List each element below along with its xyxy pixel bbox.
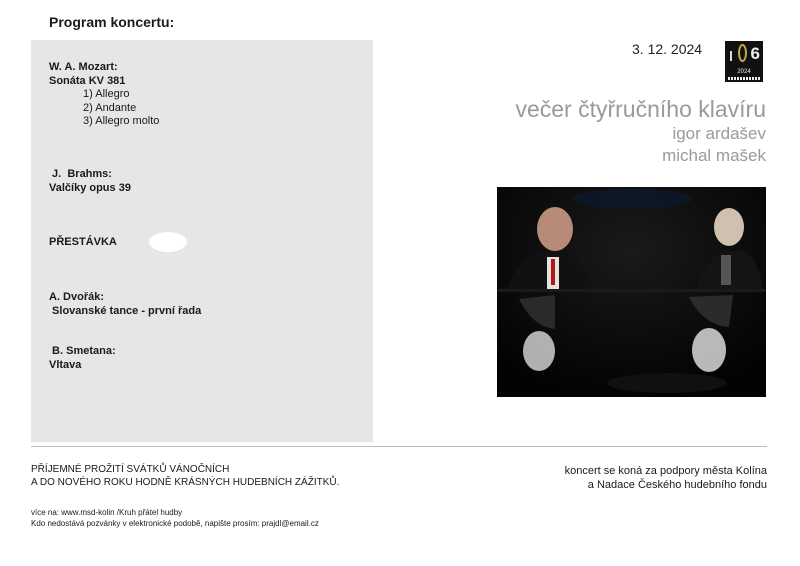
intermission-label: PŘESTÁVKA <box>49 236 117 248</box>
sponsor-line: a Nadace Českého hudebního fondu <box>587 479 767 491</box>
sponsor-line: koncert se koná za podpory města Kolína <box>564 465 767 477</box>
logo-ring <box>738 44 747 62</box>
program-composer: A. Dvořák: <box>49 291 105 303</box>
concert-title: večer čtyřručního klavíru <box>515 96 766 122</box>
performer-name: michal mašek <box>662 146 766 165</box>
program-work: Valčíky opus 39 <box>49 181 131 194</box>
logo-keyboard <box>728 77 760 80</box>
holiday-wishes <box>31 463 339 489</box>
concert-date: 3. 12. 2024 <box>632 41 703 57</box>
wishes-line: A DO NOVÉHO ROKU HODNĚ KRÁSNÝCH HUDEBNÍCH ZÁŽITKŮ. <box>31 477 340 488</box>
program-item-intermission <box>49 236 117 250</box>
program-composer: B. Smetana: <box>49 345 116 357</box>
sponsor-note <box>565 464 767 492</box>
festival-logo <box>725 41 763 82</box>
info-line: Kdo nedostává pozvánky v elektronické podobě, napište prosím: prajdl@email.cz <box>31 519 319 528</box>
program-work: Vltava <box>49 358 82 371</box>
program-item-smetana <box>49 345 116 372</box>
divider <box>31 446 767 447</box>
program-movement: 3) Allegro molto <box>83 115 160 127</box>
program-composer: J. Brahms: <box>49 168 112 180</box>
program-item-mozart <box>49 61 159 129</box>
program-movement: 1) Allegro <box>83 88 130 100</box>
logo-number: 6 <box>750 44 760 63</box>
program-work: Sonáta KV 381 <box>49 74 126 87</box>
program-title: Program koncertu: <box>49 14 175 30</box>
performers-photo-illustration <box>497 187 766 397</box>
contact-info <box>31 507 319 529</box>
program-panel <box>31 40 373 442</box>
program-work: Slovanské tance - první řada <box>49 304 202 317</box>
program-item-dvorak <box>49 291 201 318</box>
info-line: více na: www.msd-kolin /Kruh přátel hudby <box>31 508 183 517</box>
program-composer: W. A. Mozart: <box>49 61 118 73</box>
decorative-oval <box>149 232 187 252</box>
logo-bar <box>730 51 732 61</box>
wishes-line: PŘÍJEMNÉ PROŽITÍ SVÁTKŮ VÁNOČNÍCH <box>31 464 230 475</box>
program-item-brahms <box>49 168 131 195</box>
logo-year: 2024 <box>737 69 751 75</box>
program-movement: 2) Andante <box>83 101 137 114</box>
performers-photo <box>497 187 766 397</box>
performer-name: igor ardašev <box>672 124 766 143</box>
